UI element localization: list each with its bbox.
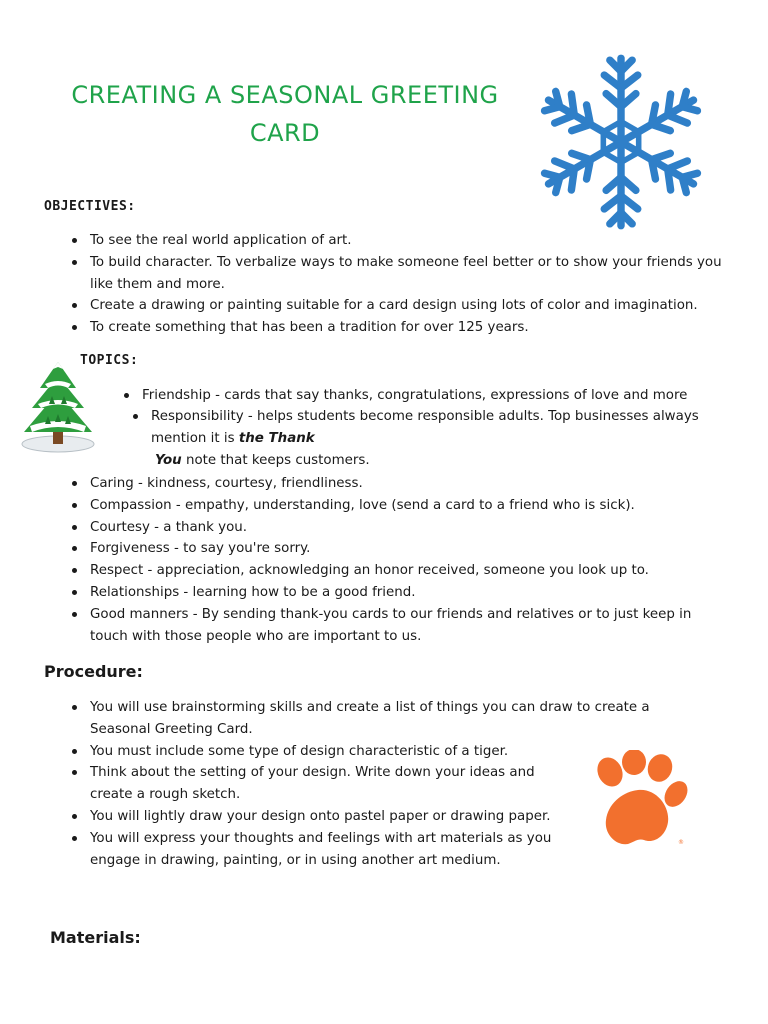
topics-sublist [122,385,742,407]
list-item: Respect - appreciation, acknowledging an honor received, someone you look up to. [70,560,730,582]
tiger-paw-icon [588,750,688,848]
topics-list [70,473,730,647]
you-emphasis: You [155,452,182,468]
materials-heading: Materials: [50,928,141,947]
title-line-1: CREATING A SEASONAL GREETING [71,81,499,109]
list-item: Compassion - empathy, understanding, love (send a card to a friend who is sick). [70,495,730,517]
snowflake-icon [528,46,714,238]
list-item: You will use brainstorming skills and create a list of things you can draw to create a Seasonal Greeting Card. [70,697,682,741]
snowy-pine-tree-icon [18,360,98,456]
list-item: Forgiveness - to say you're sorry. [70,538,730,560]
page-title [40,76,530,152]
list-item: Relationships - learning how to be a good friend. [70,582,730,604]
list-item: Think about the setting of your design. Write down your ideas and create a rough sketch. [70,762,560,806]
responsibility-text-2: mention it is [151,430,235,446]
topics-sublist-2 [131,406,741,471]
svg-text:®: ® [678,839,684,846]
list-item: To create something that has been a tradition for over 125 years. [70,317,730,339]
objectives-list [70,230,730,339]
title-line-2: CARD [249,119,321,147]
list-item: You must include some type of design characteristic of a tiger. [70,741,682,763]
responsibility-text: Responsibility - helps students become responsible adults. Top businesses always [151,409,699,424]
list-item [131,406,741,471]
list-item: You will lightly draw your design onto pastel paper or drawing paper. [70,806,682,828]
procedure-heading: Procedure: [44,662,143,681]
list-item: Good manners - By sending thank-you cards to our friends and relatives or to just keep in touch with those people who are important to us. [70,604,730,648]
list-item: To build character. To verbalize ways to make someone feel better or to show your friends you like them and more. [70,252,730,296]
objectives-heading: OBJECTIVES: [44,199,136,214]
topics-heading: TOPICS: [80,353,139,368]
list-item: Create a drawing or painting suitable for a card design using lots of color and imagination. [70,295,730,317]
responsibility-text-3: note that keeps customers. [185,452,370,468]
list-item: Caring - kindness, courtesy, friendliness. [70,473,730,495]
thank-emphasis: the Thank [238,430,315,446]
list-item: Friendship - cards that say thanks, congratulations, expressions of love and more [122,385,742,407]
list-item: Courtesy - a thank you. [70,517,730,539]
list-item: To see the real world application of art. [70,230,730,252]
list-item: You will express your thoughts and feelings with art materials as you engage in drawing, painting, or in using another art medium. [70,828,580,872]
